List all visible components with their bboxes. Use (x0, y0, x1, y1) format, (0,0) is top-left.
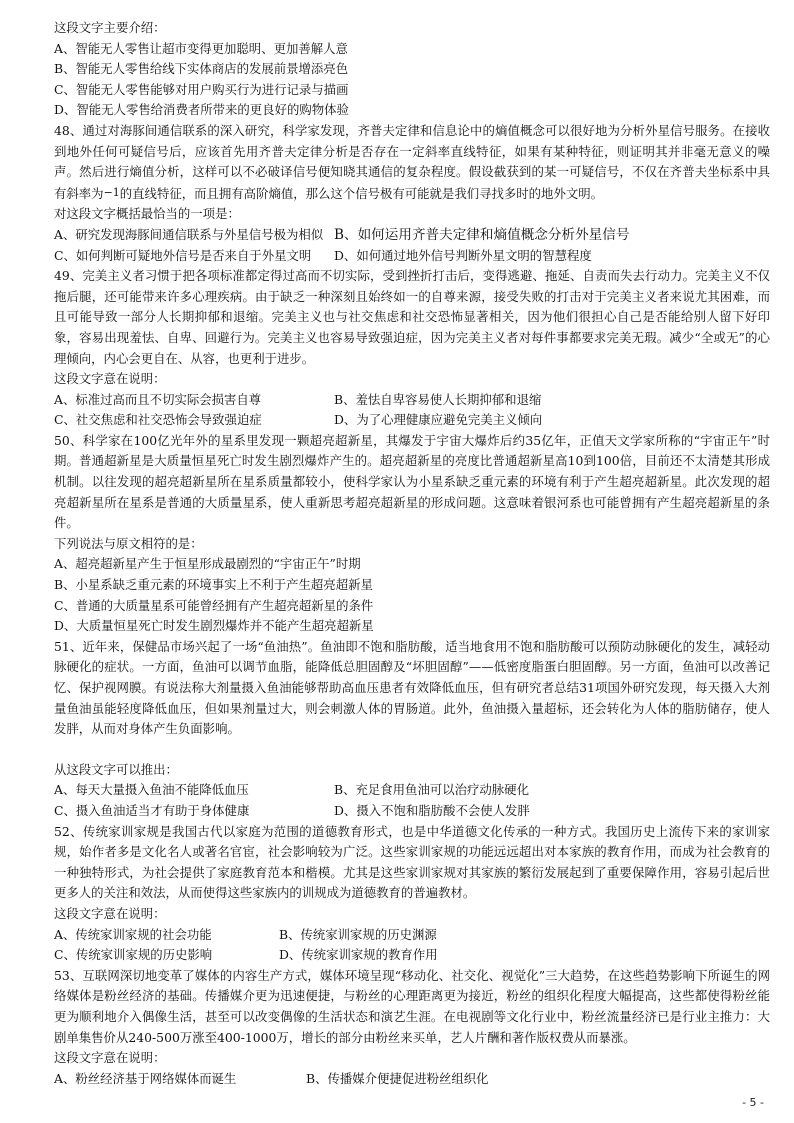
spacer (54, 740, 770, 760)
q49-option-c: C、社交焦虑和社交恐怖会导致强迫症 (54, 412, 262, 428)
q51-option-d: D、摄入不饱和脂肪酸不会使人发胖 (334, 802, 530, 818)
q49-option-d: D、为了心理健康应避免完美主义倾向 (334, 412, 543, 428)
q53-option-a: A、粉丝经济基于网络媒体而诞生 (54, 1070, 237, 1086)
q53-option-b: B、传播媒介便捷促进粉丝组织化 (306, 1070, 489, 1086)
q49-options-row-2 (54, 410, 770, 431)
q52-prompt: 这段文字意在说明： (54, 905, 166, 921)
q52-option-a: A、传统家训家规的社会功能 (54, 926, 212, 942)
q47-option-d: D、智能无人零售给消费者所带来的更良好的购物体验 (54, 102, 349, 118)
q49-options-row-1 (54, 390, 770, 411)
q52-options-row-1 (54, 925, 770, 946)
q53-prompt: 这段文字意在说明： (54, 1050, 166, 1066)
q49-option-a: A、标准过高而且不切实际会损害自尊 (54, 391, 262, 407)
q52-option-d: D、传统家训家规的教育作用 (279, 947, 438, 963)
q47-option-c: C、智能无人零售能够对用户购买行为进行记录与描画 (54, 81, 349, 97)
q50-option-b: B、小星系缺乏重元素的环境事实上不利于产生超亮超新星 (54, 577, 373, 593)
q48-slope-value: −1 (103, 185, 120, 199)
q53-passage: 53、互联网深切地变革了媒体的内容生产方式，媒体环境呈现“移动化、社交化、视觉化”三大趋势，在这些趋势影响下所诞生的网络媒体是粉丝经济的基础。传播媒介更为迅速便捷，与粉丝的心理距离更为接近，粉丝的组织化程度大幅提高，这些都使得粉丝能更为顺利地介入偶像生活，甚至可以改变偶像的生活状态和演艺生涯。在电视剧等文化行业中，粉丝流量经济已是行业主推力：大剧单集售价从240-500万涨至400-1000万，增长的部分由粉丝来买单，艺人片酬和著作版权费从而暴涨。 (54, 967, 770, 1045)
q49-prompt: 这段文字意在说明： (54, 371, 166, 387)
q48-option-b: B、如何运用齐普夫定律和熵值概念分析外星信号 (334, 226, 630, 243)
q52-options-row-2 (54, 945, 770, 966)
q52-option-b: B、传统家训家规的历史渊源 (279, 926, 437, 942)
q51-passage: 51、近年来，保健品市场兴起了一场“鱼油热”。鱼油即不饱和脂肪酸，适当地食用不饱和脂肪酸可以预防动脉硬化的发生，减轻动脉硬化的症状。一方面，鱼油可以调节血脂，能降低总胆固醇及“坏胆固醇”——低密度脂蛋白胆固醇。另一方面，鱼油可以改善记忆、保护视网膜。有说法称大剂量摄入鱼油能够帮助高血压患者有效降低血压，但有研究者总结31项国外研究发现，每天摄入大剂量鱼油虽能轻度降低血压，但如果剂量过大，则会刺激人体的胃肠道。此外，鱼油摄入量超标，还会转化为人体的脂肪储存，使人发胖，从而对身体产生负面影响。 (54, 638, 770, 737)
q48-options-row-1 (54, 225, 770, 246)
q50-option-a: A、超亮超新星产生于恒星形成最剧烈的“宇宙正午”时期 (54, 556, 361, 572)
q48-passage (54, 121, 770, 204)
q51-options-row-2 (54, 801, 770, 822)
exam-page (54, 18, 770, 1089)
q50-passage: 50、科学家在100亿光年外的星系里发现一颗超亮超新星，其爆发于宇宙大爆炸后约35亿年，正值天文学家所称的“宇宙正午”时期。普通超新星是大质量恒星死亡时发生剧烈爆炸产生的。超亮超新星的亮度比普通超新星高10到100倍，目前还不太清楚其形成机制。以往发现的超亮超新星所在星系质量都较小，使科学家认为小星系缺乏重元素的环境有利于产生超亮超新星。此次发现的超亮超新星所在星系是普通的大质量星系，使人重新思考超亮超新星的形成问题。这意味着银河系也可能曾拥有产生超亮超新星的条件。 (54, 432, 770, 531)
q49-passage: 49、完美主义者习惯于把各项标准都定得过高而不切实际，受到挫折打击后，变得逃避、拖延、自责而失去行动力。完美主义不仅拖后腿，还可能带来许多心理疾病。由于缺乏一种深刻且始终如一的自尊来源，接受失败的打击对于完美主义者来说尤其困难，而且可能导致一部分人长期抑郁和退缩。完美主义也与社交焦虑和社交恐怖显著相关，因为他们很担心自己是否能给别人留下好印象，容易出现羞怯、自卑、回避行为。完美主义也容易导致强迫症，因为完美主义者对每件事都要求完美无瑕。减少“全或无”的心理倾向，内心会更自在、从容，也更利于进步。 (54, 268, 770, 366)
q47-option-a: A、智能无人零售让超市变得更加聪明、更加善解人意 (54, 40, 348, 56)
q51-option-c: C、摄入鱼油适当才有助于身体健康 (54, 802, 250, 818)
q47-option-b: B、智能无人零售给线下实体商店的发展前景增添亮色 (54, 61, 349, 77)
q52-passage: 52、传统家训家规是我国古代以家庭为范围的道德教育形式，也是中华道德文化传承的一种方式。我国历史上流传下来的家训家规，始作者多是文化名人或著名官宦，社会影响较为广泛。这些家训家规的功能远远超出对本家族的教育作用，而成为社会教育的一种独特形式，为社会提供了家庭教育范本和楷模。尤其是这些家训家规对其家族的繁衍发展起到了重要保障作用，容易引起后世更多人的关注和效法，从而使得这些家族内的训规成为道德教育的普遍教材。 (54, 823, 770, 901)
q48-options-row-2 (54, 246, 770, 267)
q51-option-a: A、每天大量摄入鱼油不能降低血压 (54, 782, 249, 798)
q48-prompt: 对这段文字概括最恰当的一项是： (54, 206, 240, 222)
q53-options-row-1 (54, 1069, 770, 1090)
q51-options-row-1 (54, 780, 770, 801)
q48-option-c: C、如何判断可疑地外信号是否来自于外星文明 (54, 247, 312, 263)
q51-option-b: B、充足食用鱼油可以治疗动脉硬化 (334, 782, 529, 798)
q50-option-d: D、大质量恒星死亡时发生剧烈爆炸并不能产生超亮超新星 (54, 618, 374, 634)
q50-option-c: C、普通的大质量星系可能曾经拥有产生超亮超新星的条件 (54, 597, 374, 613)
q47-prompt: 这段文字主要介绍： (54, 20, 166, 35)
q48-passage-part-a: 48、通过对海豚间通信联系的深入研究，科学家发现，齐普夫定律和信息论中的熵值概念可以很好地为分析外星信号服务。在接收到地外任何可疑信号后，应该首先用齐普夫定律分析是否存在一定斜率直线特征，如果有某种特征，则证明其并非毫无意义的噪声。然后进行熵值分析，这样可以不必破译信号便知晓其通信的复杂程度。假设截获到的某一可疑信号，不仅在齐普夫坐标系中具有斜率为 (54, 122, 770, 201)
q51-prompt: 从这段文字可以推出： (54, 761, 178, 777)
q50-prompt: 下列说法与原文相符的是： (54, 535, 203, 551)
q48-passage-part-b: 的直线特征，而且拥有高阶熵值，那么这个信号极有可能就是我们寻找多时的地外文明。 (119, 185, 604, 201)
q48-option-a: A、研究发现海豚间通信联系与外星信号极为相似 (54, 226, 324, 242)
q52-option-c: C、传统家训家规的历史影响 (54, 947, 213, 963)
q48-option-d: D、如何通过地外信号判断外星文明的智慧程度 (334, 247, 592, 263)
page-number: - 5 - (742, 1096, 764, 1109)
q49-option-b: B、羞怯自卑容易使人长期抑郁和退缩 (334, 391, 542, 407)
